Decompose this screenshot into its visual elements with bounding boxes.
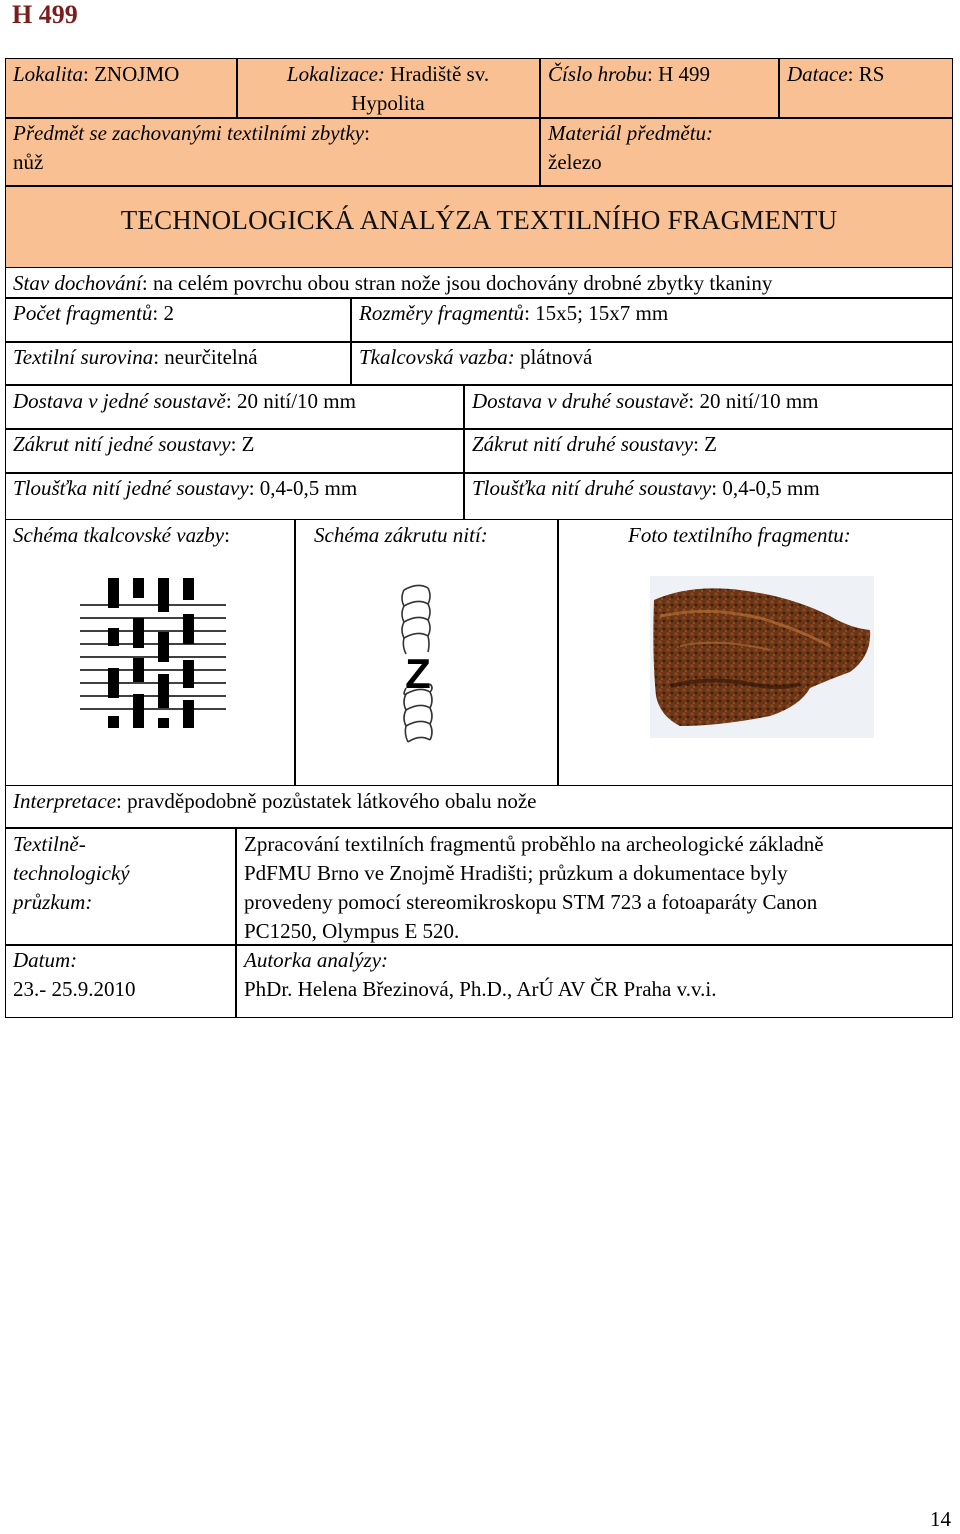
lokalizace-label: Lokalizace: xyxy=(286,62,385,86)
datum-label: Datum: xyxy=(13,948,78,972)
datace-label: Datace xyxy=(787,62,848,86)
rozmery-label: Rozměry fragmentů xyxy=(359,301,525,325)
vazba-cell xyxy=(351,343,951,372)
lokalizace-cell xyxy=(237,60,539,118)
surovina-cell: Textilní surovina: neurčitelná xyxy=(13,345,258,369)
stav-label: Stav dochování xyxy=(13,271,142,295)
predmet-cell: Předmět se zachovanými textilními zbytky: nůž xyxy=(13,121,370,174)
datum-value: 23.- 25.9.2010 xyxy=(13,977,136,1001)
zakrut1-label: Zákrut nití jedné soustavy xyxy=(13,432,231,456)
interpretace-label: Interpretace xyxy=(13,789,117,813)
cislo-hrobu-label: Číslo hrobu xyxy=(548,62,647,86)
pruzkum-label xyxy=(5,830,235,917)
stav-value: na celém povrchu obou stran nože jsou dochovány drobné zbytky tkaniny xyxy=(152,271,773,295)
dostava2-label: Dostava v druhé soustavě xyxy=(472,389,689,413)
plain-weave-diagram xyxy=(80,578,226,728)
rozmery-cell: Rozměry fragmentů: 15x5; 15x7 mm xyxy=(359,301,669,325)
predmet-value: nůž xyxy=(13,150,44,174)
dostava1-label: Dostava v jedné soustavě xyxy=(13,389,226,413)
pocet-label: Počet fragmentů xyxy=(13,301,153,325)
predmet-label: Předmět se zachovanými textilními zbytky xyxy=(13,121,365,145)
page-header: H 499 xyxy=(12,0,78,29)
pruzkum-label-2: technologický xyxy=(13,861,130,885)
dostava2-value: 20 nití/10 mm xyxy=(699,389,819,413)
pruzkum-text xyxy=(236,830,953,946)
material-value: železo xyxy=(548,150,602,174)
foto-label xyxy=(620,521,953,550)
lokalita-label: Lokalita xyxy=(13,62,84,86)
tloustka2-label: Tloušťka nití druhé soustavy xyxy=(472,476,712,500)
cislo-hrobu-value: H 499 xyxy=(658,62,711,86)
surovina-value: neurčitelná xyxy=(164,345,258,369)
lokalizace-value-2: Hypolita xyxy=(351,91,425,115)
vazba-label: Tkalcovská vazba: xyxy=(359,345,515,369)
autorka-label: Autorka analýzy: xyxy=(244,948,389,972)
datace-cell: Datace: RS xyxy=(787,62,885,86)
pruzkum-label-3: průzkum: xyxy=(13,890,93,914)
vazba-schema-label-text: Schéma tkalcovské vazby xyxy=(13,523,225,547)
pruzkum-line-4: PC1250, Olympus E 520. xyxy=(244,919,460,943)
zakrut1-cell: Zákrut nití jedné soustavy: Z xyxy=(13,432,255,456)
tloustka2-cell: Tloušťka nití druhé soustavy: 0,4-0,5 mm xyxy=(472,476,820,500)
cislo-hrobu-cell: Číslo hrobu: H 499 xyxy=(548,62,711,86)
twist-letter: Z xyxy=(405,650,431,697)
interpretace-value: pravděpodobně pozůstatek látkového obalu nože xyxy=(127,789,537,813)
datum-cell xyxy=(5,946,235,1004)
material-label: Materiál předmětu: xyxy=(548,121,714,145)
pruzkum-line-3: provedeny pomocí stereomikroskopu STM 723 a fotoaparáty Canon xyxy=(244,890,818,914)
interpretace-cell: Interpretace: pravděpodobně pozůstatek látkového obalu nože xyxy=(13,789,537,813)
pocet-value: 2 xyxy=(163,301,174,325)
z-twist-diagram xyxy=(398,584,438,750)
zakrut-schema-label-text: Schéma zákrutu nití: xyxy=(314,523,488,547)
lokalita-cell: Lokalita: ZNOJMO xyxy=(13,62,180,86)
zakrut2-value: Z xyxy=(704,432,717,456)
autorka-value: PhDr. Helena Březinová, Ph.D., ArÚ AV ČR Praha v.v.i. xyxy=(244,977,717,1001)
pruzkum-line-2: PdFMU Brno ve Znojmě Hradišti; průzkum a dokumentace byly xyxy=(244,861,788,885)
material-cell xyxy=(540,119,778,177)
surovina-label: Textilní surovina xyxy=(13,345,154,369)
page-number: 14 xyxy=(930,1507,951,1531)
dostava1-value: 20 nití/10 mm xyxy=(236,389,356,413)
autorka-cell xyxy=(236,946,953,1004)
tloustka1-cell: Tloušťka nití jedné soustavy: 0,4-0,5 mm xyxy=(13,476,358,500)
zakrut2-label: Zákrut nití druhé soustavy xyxy=(472,432,694,456)
lokalizace-value-1: Hradiště sv. xyxy=(390,62,490,86)
tloustka1-value: 0,4-0,5 mm xyxy=(259,476,358,500)
vazba-value: plátnová xyxy=(519,345,593,369)
analysis-title: TECHNOLOGICKÁ ANALÝZA TEXTILNÍHO FRAGMENTU xyxy=(120,205,838,235)
pruzkum-line-1: Zpracování textilních fragmentů proběhlo na archeologické základně xyxy=(244,832,824,856)
zakrut2-cell: Zákrut nití druhé soustavy: Z xyxy=(472,432,717,456)
dostava1-cell: Dostava v jedné soustavě: 20 nití/10 mm xyxy=(13,389,356,413)
dostava2-cell: Dostava v druhé soustavě: 20 nití/10 mm xyxy=(472,389,819,413)
rozmery-value: 15x5; 15x7 mm xyxy=(535,301,669,325)
zakrut1-value: Z xyxy=(241,432,255,456)
textile-fragment-photo xyxy=(650,576,874,738)
pocet-cell: Počet fragmentů: 2 xyxy=(13,301,174,325)
stav-cell: Stav dochování: na celém povrchu obou stran nože jsou dochovány drobné zbytky tkaniny xyxy=(13,271,773,295)
pruzkum-label-1: Textilně- xyxy=(13,832,86,856)
datace-value: RS xyxy=(858,62,885,86)
tloustka1-label: Tloušťka nití jedné soustavy xyxy=(13,476,249,500)
foto-label-text: Foto textilního fragmentu: xyxy=(628,523,851,547)
lokalita-value: ZNOJMO xyxy=(94,62,180,86)
zakrut-schema-label xyxy=(306,521,556,550)
vazba-schema-label: Schéma tkalcovské vazby: xyxy=(13,523,230,547)
tloustka2-value: 0,4-0,5 mm xyxy=(722,476,820,500)
